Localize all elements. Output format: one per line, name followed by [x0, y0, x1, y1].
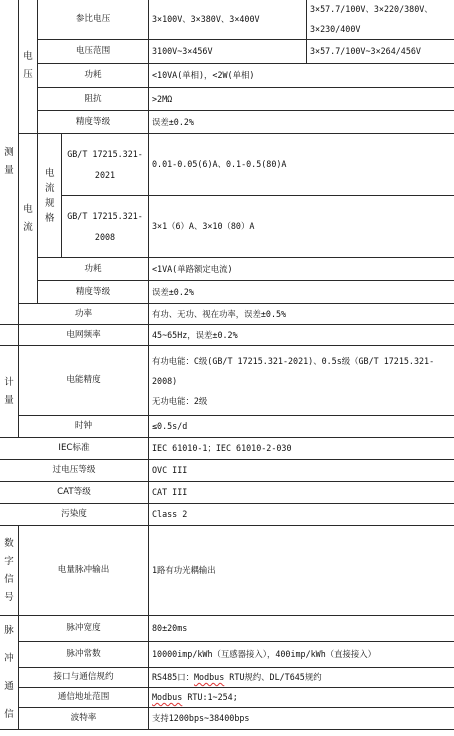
energy-reactive-line: 无功电能：2级: [152, 395, 208, 406]
group-metering: 计量: [0, 346, 19, 438]
overvoltage-label: 过电压等级: [0, 460, 149, 482]
voltage-range-value-1: 3100V~3×456V: [149, 40, 307, 64]
pulse-width-value: 80±20ms: [149, 616, 454, 642]
rated-voltage-value-1: 3×100V、3×380V、3×400V: [149, 0, 307, 40]
table-row: [0, 688, 454, 708]
current-spec-2008-value: 3×1（6）A、3×10（80）A: [149, 196, 454, 258]
table-row: [0, 111, 454, 134]
spacer-cell: [0, 325, 19, 346]
address-range-label: 通信地址范围: [19, 688, 149, 708]
table-row: [0, 258, 454, 281]
rated-voltage-label: 参比电压: [38, 0, 149, 40]
cat-value: CAT III: [149, 482, 454, 504]
pollution-value: Class 2: [149, 504, 454, 526]
impedance-label: 阻抗: [38, 88, 149, 111]
clock-label: 时钟: [19, 416, 149, 438]
table-row: [0, 526, 454, 616]
voltage-accuracy-value: 误差±0.2%: [149, 111, 454, 134]
voltage-power-value: <10VA(单相)，<2W(单相): [149, 64, 454, 88]
current-accuracy-value: 误差±0.2%: [149, 281, 454, 304]
table-row: [0, 196, 454, 258]
interface-label: 接口与通信规约: [19, 668, 149, 688]
table-row: [0, 134, 454, 196]
current-spec-label: 电流规格: [38, 134, 62, 258]
frequency-label: 电网频率: [19, 325, 149, 346]
interface-value: RS485口：Modbus RTU规约、DL/T645规约: [149, 668, 454, 688]
rated-voltage-value-2: 3×57.7/100V、3×220/380V、3×230/400V: [307, 0, 454, 40]
table-row: [0, 416, 454, 438]
current-standard-2021: GB/T 17215.321-2021: [62, 134, 149, 196]
power-value: 有功、无功、视在功率，误差±0.5%: [149, 304, 454, 325]
table-row: [0, 0, 454, 40]
table-row: [0, 88, 454, 111]
address-range-value: Modbus RTU:1~254;: [149, 688, 454, 708]
voltage-range-value-2: 3×57.7/100V~3×264/456V: [307, 40, 454, 64]
table-row: [0, 482, 454, 504]
voltage-group-label: 电压: [19, 0, 38, 134]
table-row: [0, 438, 454, 460]
pulse-output-label: 电量脉冲输出: [19, 526, 149, 616]
power-label: 功率: [19, 304, 149, 325]
table-row: [0, 460, 454, 482]
pulse-output-value: 1路有功光耦输出: [149, 526, 454, 616]
table-row: [0, 504, 454, 526]
baud-rate-label: 波特率: [19, 708, 149, 730]
energy-accuracy-label: 电能精度: [19, 346, 149, 416]
voltage-power-label: 功耗: [38, 64, 149, 88]
group-pulse-comm: 脉冲通信: [0, 616, 19, 730]
table-row: [0, 708, 454, 730]
current-power-label: 功耗: [38, 258, 149, 281]
table-row: [0, 668, 454, 688]
voltage-range-label: 电压范围: [38, 40, 149, 64]
current-group-label: 电流: [19, 134, 38, 304]
impedance-value: >2MΩ: [149, 88, 454, 111]
pollution-label: 污染度: [0, 504, 149, 526]
clock-value: ≤0.5s/d: [149, 416, 454, 438]
cat-label: CAT等级: [0, 482, 149, 504]
energy-active-line: 有功电能：C级(GB/T 17215.321-2021)、0.5s级（GB/T 17215.321-2008): [152, 355, 435, 386]
iec-value: IEC 61010-1；IEC 61010-2-030: [149, 438, 454, 460]
baud-rate-value: 支持1200bps~38400bps: [149, 708, 454, 730]
table-row: [0, 64, 454, 88]
table-row: [0, 346, 454, 416]
pulse-constant-label: 脉冲常数: [19, 642, 149, 668]
current-standard-2008: GB/T 17215.321-2008: [62, 196, 149, 258]
table-row: [0, 642, 454, 668]
pulse-width-label: 脉冲宽度: [19, 616, 149, 642]
table-row: [0, 40, 454, 64]
table-row: [0, 304, 454, 325]
voltage-accuracy-label: 精度等级: [38, 111, 149, 134]
current-power-value: <1VA(单路额定电流): [149, 258, 454, 281]
current-accuracy-label: 精度等级: [38, 281, 149, 304]
table-row: [0, 616, 454, 642]
group-digital-signal: 数字信号: [0, 526, 19, 616]
group-measurement: 测量: [0, 0, 19, 325]
iec-label: IEC标准: [0, 438, 149, 460]
table-row: [0, 281, 454, 304]
frequency-value: 45~65Hz，误差±0.2%: [149, 325, 454, 346]
energy-accuracy-value: [149, 346, 454, 416]
table-row: [0, 325, 454, 346]
pulse-constant-value: 10000imp/kWh（互感器接入），400imp/kWh（直接接入）: [149, 642, 454, 668]
current-spec-2021-value: 0.01-0.05(6)A、0.1-0.5(80)A: [149, 134, 454, 196]
overvoltage-value: OVC III: [149, 460, 454, 482]
